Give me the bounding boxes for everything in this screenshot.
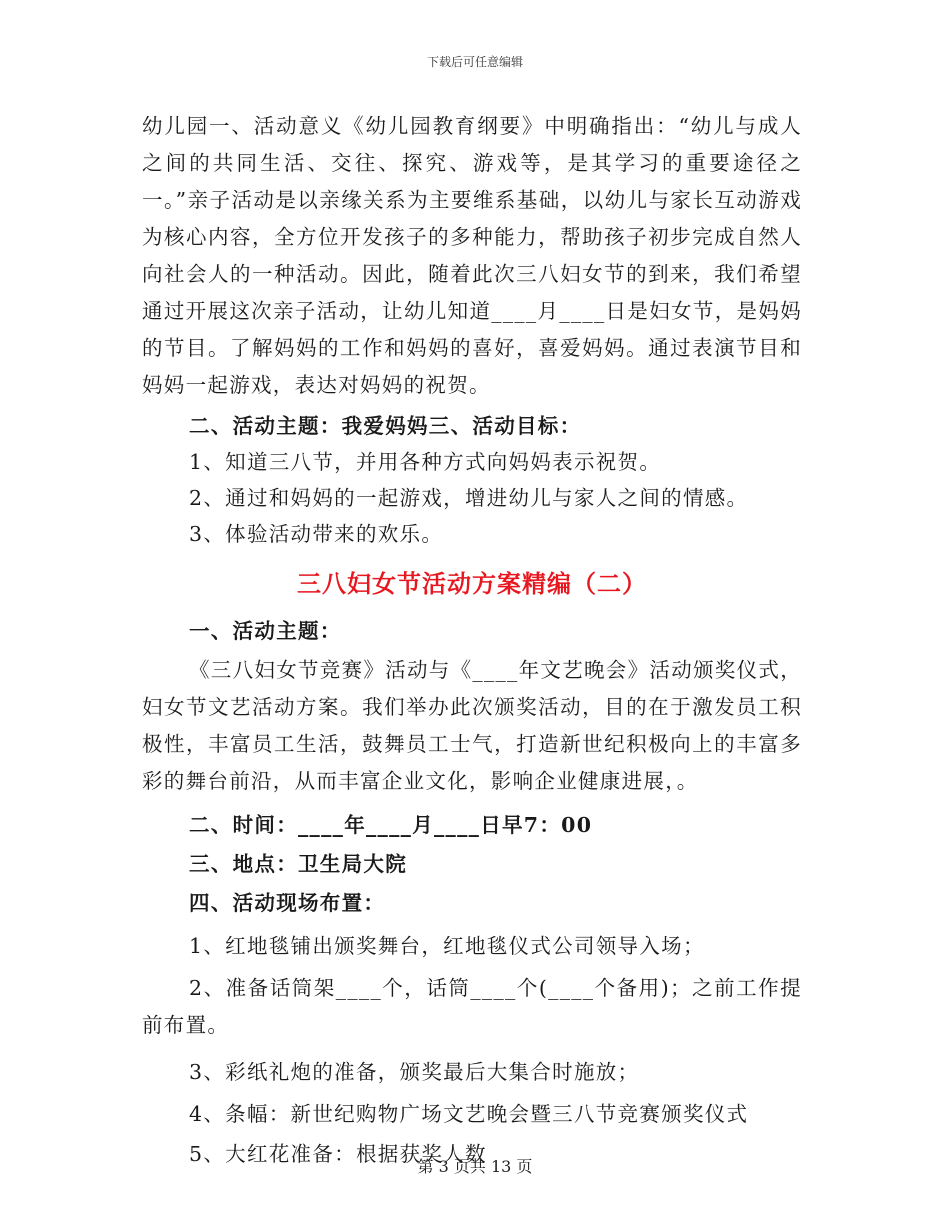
section-title: 三八妇女节活动方案精编（二） bbox=[297, 569, 647, 598]
activity-paragraph: 《三八妇女节竞赛》活动与《____年文艺晚会》活动颁奖仪式，妇女节文艺活动方案。我们举办此次颁奖活动，目的在于激发员工积极性，丰富员工生活，鼓舞员工士气，打造新世纪积极向上的丰富多彩的舞台前沿，从而丰富企业文化，影响企业健康进展，。 bbox=[142, 658, 802, 793]
layout-heading: 四、活动现场布置： bbox=[189, 891, 386, 915]
intro-paragraph: 幼儿园一、活动意义《幼儿园教育纲要》中明确指出：“幼儿与成人之间的共同生活、交往、探究、游戏等，是其学习的重要途径之一。”亲子活动是以亲缘关系为主要维系基础，以幼儿与家长互动游戏为核心内容，全方位开发孩子的多种能力，帮助孩子初步完成自然人向社会人的一种活动。因此，随着此次三八妇女节的到来，我们希望通过开展这次亲子活动，让幼儿知道____月____日是妇女节，是妈妈的节目。了解妈妈的工作和妈妈的喜好，喜爱妈妈。通过表演节目和妈妈一起游戏，表达对妈妈的祝贺。 bbox=[142, 114, 802, 397]
layout-item: 5、大红花准备：根据获奖人数 bbox=[189, 1142, 487, 1166]
activity-theme-heading: 一、活动主题： bbox=[189, 619, 342, 643]
goal-item: 1、知道三八节，并用各种方式向妈妈表示祝贺。 bbox=[189, 450, 662, 474]
page-footer: 第 3 页共 13 页 bbox=[417, 1157, 533, 1176]
layout-item: 2、准备话筒架____个，话筒____个(____个备用)；之前工作提前布置。 bbox=[142, 976, 802, 1037]
layout-item: 1、红地毯铺出颁奖舞台，红地毯仪式公司领导入场； bbox=[189, 934, 705, 958]
layout-item: 3、彩纸礼炮的准备，颁奖最后大集合时施放； bbox=[189, 1060, 640, 1084]
document-body bbox=[142, 108, 802, 1176]
page-header: 下载后可任意编辑 bbox=[426, 55, 523, 69]
goal-item: 3、体验活动带来的欢乐。 bbox=[189, 522, 444, 546]
theme-heading: 二、活动主题：我爱妈妈三、活动目标： bbox=[189, 414, 582, 438]
goal-item: 2、通过和妈妈的一起游戏，增进幼儿与家人之间的情感。 bbox=[189, 486, 749, 510]
place-line: 三、地点：卫生局大院 bbox=[189, 852, 407, 876]
time-line: 二、时间：____年____月____日早7：00 bbox=[189, 813, 593, 837]
layout-item: 4、条幅：新世纪购物广场文艺晚会暨三八节竞赛颁奖仪式 bbox=[189, 1102, 749, 1126]
